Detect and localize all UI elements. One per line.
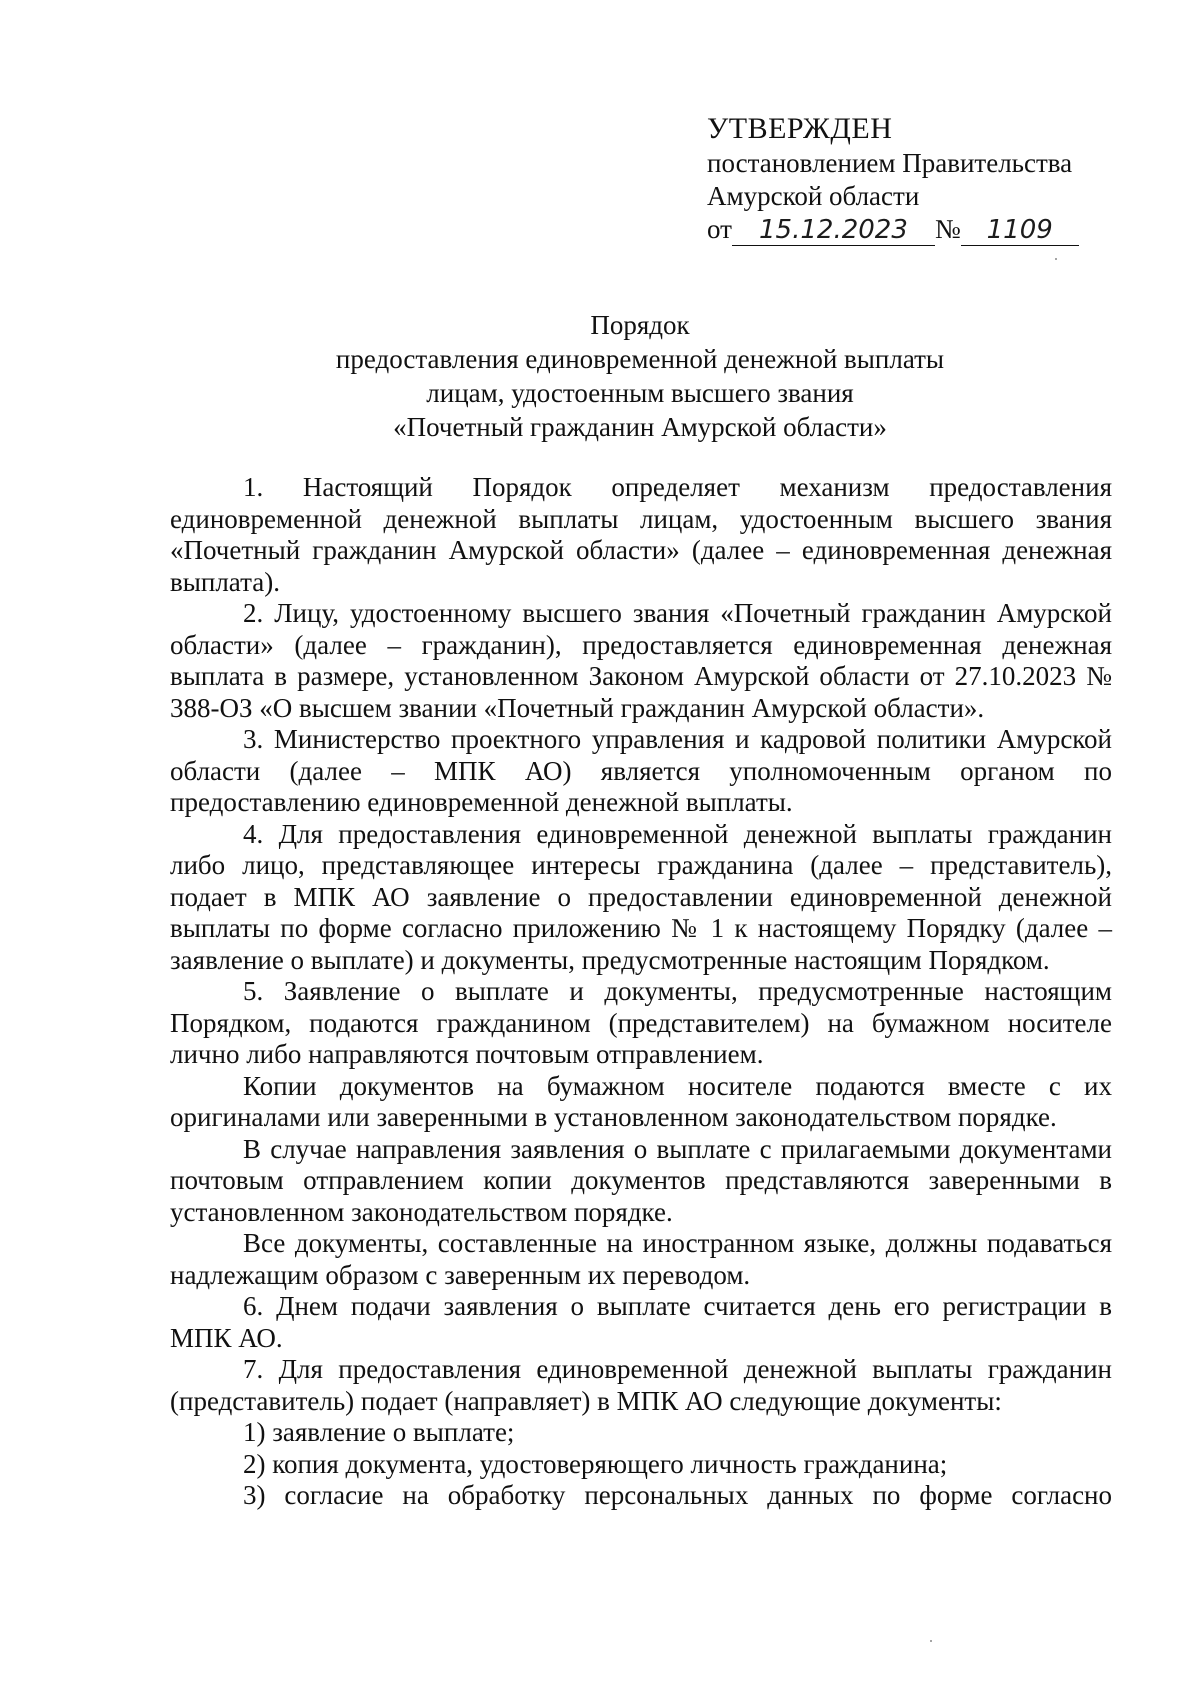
handwritten-date: 15.12.2023 [732,215,935,246]
paragraph-6: 6. Днем подачи заявления о выплате считается день его регистрации в МПК АО. [170,1291,1112,1353]
paragraph-3: 3. Министерство проектного управления и кадровой политики Амурской области (далее – МПК АО) является уполномоченным органом по предоставлению единовременной денежной выплаты. [170,724,1112,817]
scan-speck [930,1640,932,1642]
list-item-1: 1) заявление о выплате; [243,1417,515,1447]
handwritten-number: 1109 [961,215,1079,246]
date-prefix: от [707,214,732,244]
paragraph-4: 4. Для предоставления единовременной денежной выплаты гражданин либо лицо, представляющее интересы гражданина (далее – представитель), подает в МПК АО заявление о предоставлении единовременной денежной выплаты по форме согласно приложению № 1 к настоящему Порядку (далее – заявление о выплате) и документы, предусмотренные настоящим Порядком. [170,818,1112,975]
list-item-3: 3) согласие на обработку персональных данных по форме согласно [243,1480,1112,1510]
paragraph-1: 1. Настоящий Порядок определяет механизм предоставления единовременной денежной выплаты лицам, удостоенным высшего звания «Почетный гражданин Амурской области» (далее – единовременная денежная выплата). [170,472,1112,597]
paragraph-7: 7. Для предоставления единовременной денежной выплаты гражданин (представитель) подает (направляет) в МПК АО следующие документы: [170,1354,1112,1416]
list-item-2: 2) копия документа, удостоверяющего личность гражданина; [243,1448,948,1479]
approval-block [707,112,1107,246]
paragraph-5-copies: Копии документов на бумажном носителе подаются вместе с их оригиналами или заверенными в установленном законодательством порядке. [170,1070,1112,1132]
document-title-line-4: «Почетный гражданин Амурской области» [393,412,887,442]
document-body [170,472,1112,1512]
approval-date-line [707,213,1107,246]
paragraph-5: 5. Заявление о выплате и документы, предусмотренные настоящим Порядком, подаются гражданином (представителем) на бумажном носителе лично либо направляются почтовым отправлением. [170,976,1112,1069]
number-prefix: № [934,214,961,244]
paragraph-5-postal: В случае направления заявления о выплате с прилагаемыми документами почтовым отправлением копии документов представляются заверенными в установленном законодательством порядке. [170,1133,1112,1227]
document-title-line-3: лицам, удостоенным высшего звания [426,378,854,408]
document-title-line-2: предоставления единовременной денежной выплаты [335,344,945,374]
paragraph-2: 2. Лицу, удостоенному высшего звания «Почетный гражданин Амурской области» (далее – гражданин), предоставляется единовременная денежная выплата в размере, установленном Законом Амурской области от 27.10.2023 № 388-ОЗ «О высшем звании «Почетный гражданин Амурской области». [170,598,1112,723]
approval-title: УТВЕРЖДЕН [707,112,893,145]
paragraph-5-foreign: Все документы, составленные на иностранном языке, должны подаваться надлежащим образом с заверенным их переводом. [170,1228,1112,1290]
document-title [170,308,1110,444]
scan-speck [1055,258,1057,260]
approval-line-1: постановлением Правительства [707,148,1073,178]
document-title-line-1: Порядок [590,310,690,340]
approval-line-2: Амурской области [707,181,920,211]
